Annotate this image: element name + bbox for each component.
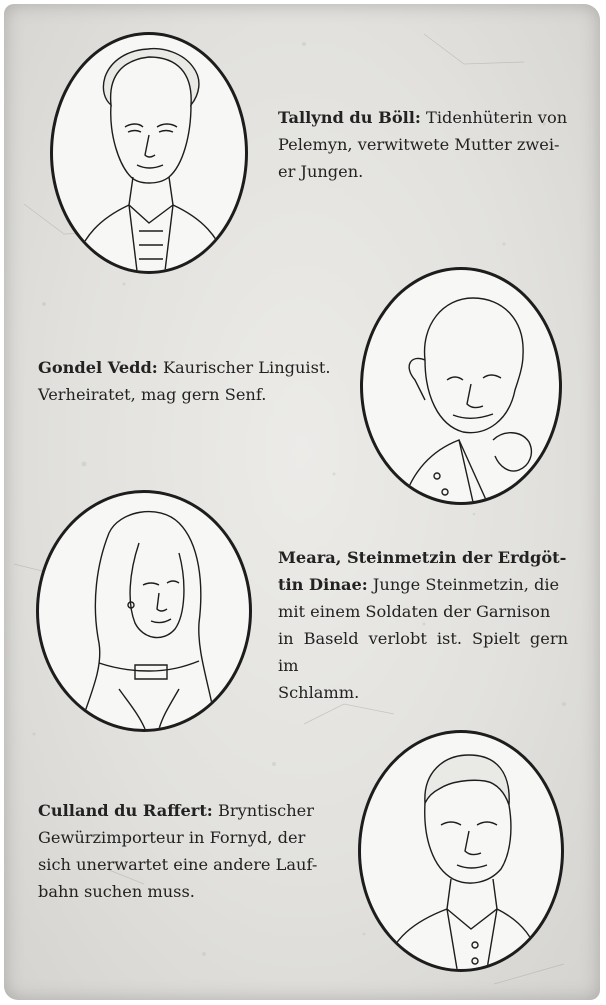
bio-text: Pelemyn, verwitwete Mutter zwei- [278,135,560,154]
character-name: Gondel Vedd: [38,358,158,377]
character-name-cont: tin Dinae: [278,575,368,594]
bio-culland [38,797,328,905]
bio-text: Gewürzimporteur in Fornyd, der [38,828,306,847]
bio-gondel [38,354,348,408]
portrait-culland [358,730,564,972]
character-name: Meara, Steinmetzin der Erdgöt- [278,548,567,567]
portrait-gondel [360,267,562,505]
character-name: Tallynd du Böll: [278,108,421,127]
bio-tallynd [278,104,578,185]
bald-old-man-portrait-icon [363,270,559,502]
bio-text: in Baseld verlobt ist. Spielt gern im [278,629,568,675]
woman-long-hair-portrait-icon [39,493,249,729]
bio-text: Schlamm. [278,683,360,702]
man-short-hair-uniform-portrait-icon [361,733,561,969]
bio-text: Bryntischer [217,801,314,820]
bio-text: Junge Steinmetzin, die [372,575,560,594]
bio-text: Verheiratet, mag gern Senf. [38,385,267,404]
bio-text: er Jungen. [278,162,364,181]
portrait-meara [36,490,252,732]
bio-text: Tidenhüterin von [426,108,568,127]
bio-meara [278,544,568,706]
bio-text: sich unerwartet eine andere Lauf- [38,855,318,874]
woman-short-hair-uniform-portrait-icon [53,35,245,271]
bio-text: mit einem Soldaten der Garnison [278,602,551,621]
portrait-tallynd [50,32,248,274]
bio-text: bahn suchen muss. [38,882,195,901]
character-card [4,4,600,1000]
character-name: Culland du Raffert: [38,801,213,820]
bio-text: Kaurischer Linguist. [162,358,331,377]
